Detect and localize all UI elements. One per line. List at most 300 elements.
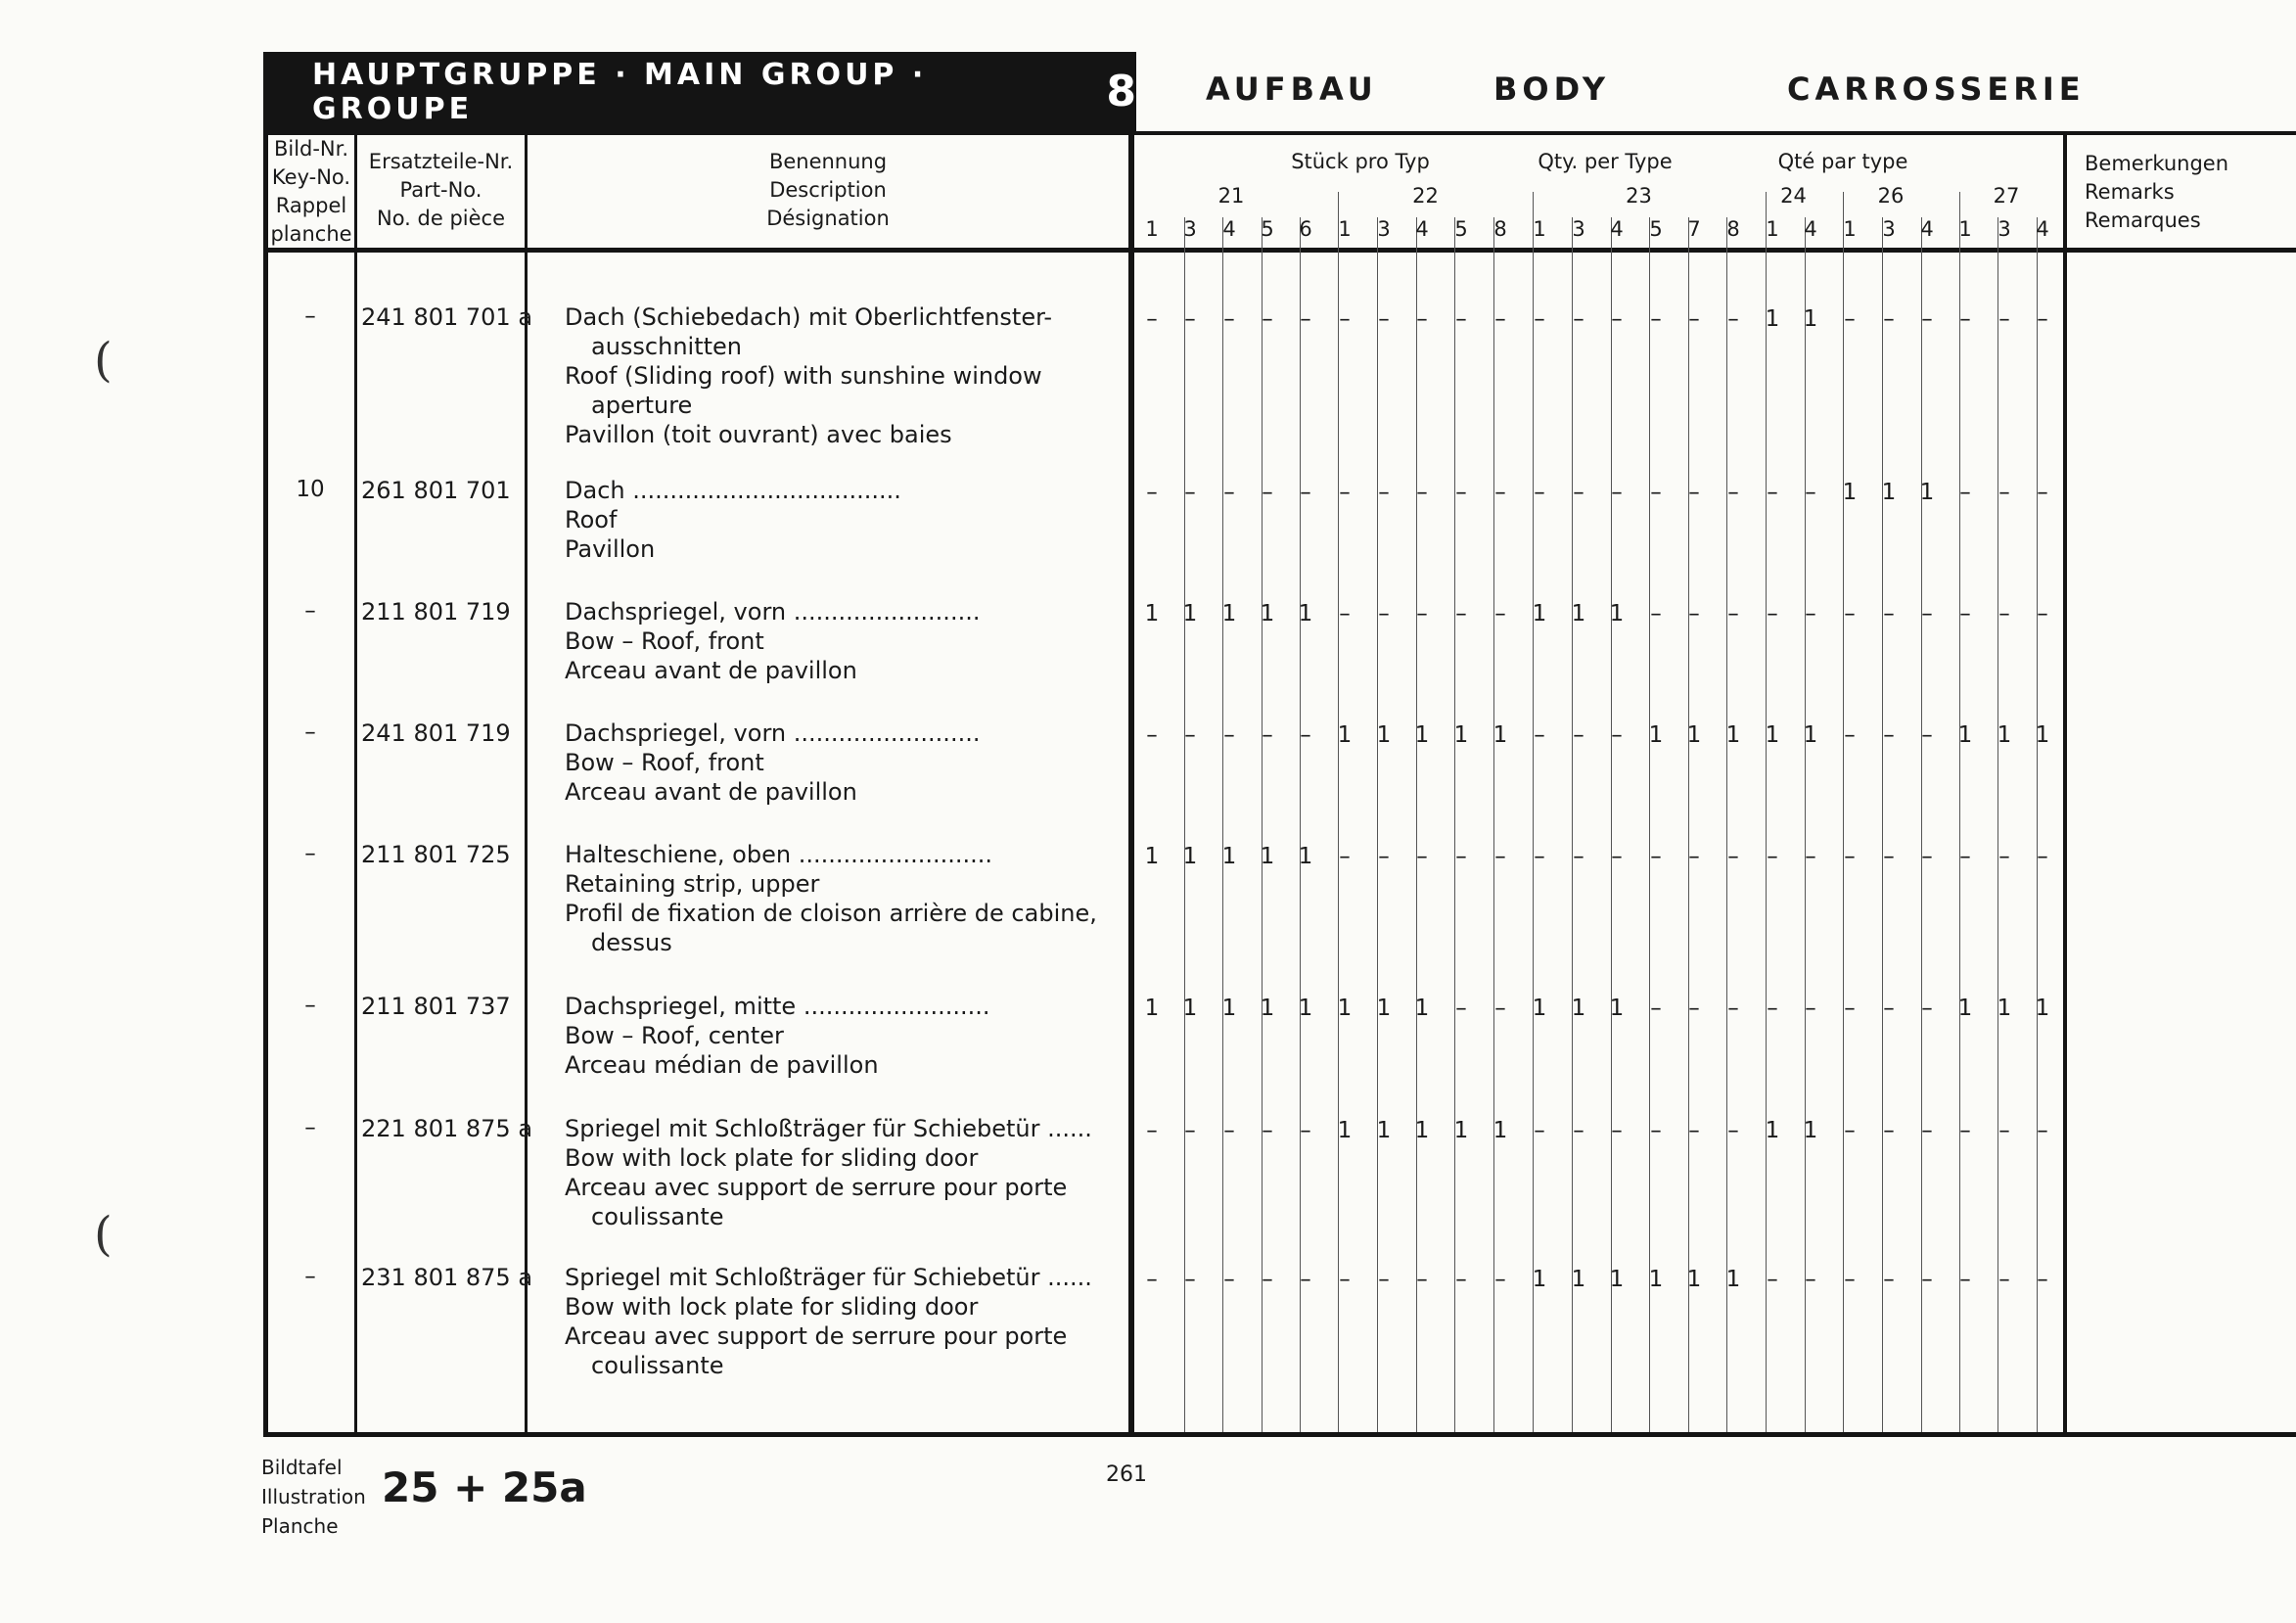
subtype-label: 5 <box>1261 217 1274 241</box>
table-header-rule <box>263 248 2296 253</box>
qty-cell: 1 <box>1182 996 1198 1021</box>
qty-cell: 1 <box>1144 844 1160 869</box>
qty-cell: 1 <box>1144 996 1160 1021</box>
qty-cell: – <box>1146 480 1158 505</box>
qty-cell: 1 <box>1957 722 1973 748</box>
remarks-header: Bemerkungen Remarks Remarques <box>2085 152 2229 232</box>
description-line: Spriegel mit Schloßträger für Schiebetür ...... <box>565 1115 1092 1142</box>
qty-cell: 1 <box>1571 996 1586 1021</box>
qty-cell: – <box>1262 1267 1273 1292</box>
qty-cell: 1 <box>1609 1267 1625 1292</box>
description-line: Dachspriegel, vorn ......................... <box>565 598 981 626</box>
subtype-label: 3 <box>1998 217 2011 241</box>
qty-cell: – <box>1146 722 1158 748</box>
qty-cell: – <box>1727 306 1739 332</box>
qty-cell: – <box>1378 306 1390 332</box>
qty-cell: – <box>1300 1118 1311 1143</box>
qty-cell: – <box>1611 306 1623 332</box>
qty-cell: – <box>1416 601 1428 626</box>
qty-column-divider <box>1688 217 1689 1432</box>
part-description <box>565 992 990 1080</box>
binding-hole-mark-bottom: ( <box>94 1207 113 1262</box>
qty-cell: 1 <box>2035 722 2050 748</box>
part-number: 241 801 719 <box>361 719 511 747</box>
qty-cell: – <box>1767 601 1778 626</box>
qty-cell: 1 <box>1957 996 1973 1021</box>
qty-cell: – <box>1727 844 1739 869</box>
qty-cell: – <box>2037 1118 2048 1143</box>
subtype-label: 3 <box>1377 217 1391 241</box>
qty-cell: 1 <box>1453 1118 1469 1143</box>
qty-cell: 1 <box>1376 1118 1392 1143</box>
qty-cell: – <box>1416 1267 1428 1292</box>
key-number: – <box>304 303 316 329</box>
qty-cell: – <box>1921 996 1933 1021</box>
qty-cell: 1 <box>1492 722 1508 748</box>
qty-cell: – <box>1883 722 1895 748</box>
qty-cell: 1 <box>1881 480 1897 505</box>
qty-cell: – <box>1998 601 2010 626</box>
type-group-label: 24 <box>1780 184 1807 208</box>
qty-cell: – <box>1494 480 1506 505</box>
qty-cell: – <box>1883 1267 1895 1292</box>
qty-cell: – <box>2037 1267 2048 1292</box>
qty-cell: – <box>1959 844 1971 869</box>
qty-cell: – <box>1959 480 1971 505</box>
binding-hole-mark-top: ( <box>94 333 113 388</box>
qty-cell: – <box>1534 844 1545 869</box>
qty-cell: – <box>1727 1118 1739 1143</box>
qty-cell: – <box>1455 480 1467 505</box>
qty-cell: – <box>1378 480 1390 505</box>
qty-cell: 1 <box>1260 996 1275 1021</box>
qty-cell: – <box>1688 996 1700 1021</box>
key-number: – <box>304 598 316 624</box>
qty-cell: 1 <box>1765 722 1780 748</box>
key-number: – <box>304 841 316 866</box>
qty-cell: – <box>1767 480 1778 505</box>
qty-cell: 1 <box>1571 601 1586 626</box>
qty-cell: 1 <box>1648 722 1664 748</box>
description-line: Dachspriegel, vorn ......................... <box>565 719 981 747</box>
qty-cell: – <box>1767 1267 1778 1292</box>
subtype-label: 3 <box>1183 217 1197 241</box>
qty-cell: 1 <box>1144 601 1160 626</box>
description-line: dessus <box>591 929 672 956</box>
qty-cell: – <box>1805 844 1816 869</box>
subtype-label: 4 <box>1920 217 1934 241</box>
subtype-label: 4 <box>1222 217 1236 241</box>
qty-cell: 1 <box>1725 722 1741 748</box>
qty-cell: – <box>1262 722 1273 748</box>
qty-cell: – <box>1883 306 1895 332</box>
qty-header-de: Stück pro Typ <box>1291 150 1430 173</box>
main-group-label: HAUPTGRUPPE · MAIN GROUP · GROUPE <box>312 57 928 126</box>
qty-cell: – <box>1688 601 1700 626</box>
title-de: AUFBAU <box>1206 70 1378 108</box>
qty-cell: – <box>1650 1118 1662 1143</box>
qty-cell: – <box>1998 306 2010 332</box>
qty-cell: – <box>1455 1267 1467 1292</box>
description-line: Pavillon (toit ouvrant) avec baies <box>565 421 952 448</box>
page-number: 261 <box>1106 1462 1147 1487</box>
qty-cell: – <box>1611 722 1623 748</box>
subtype-label: 1 <box>1958 217 1972 241</box>
qty-cell: – <box>1378 601 1390 626</box>
qty-cell: – <box>1378 1267 1390 1292</box>
part-description <box>565 597 980 685</box>
qty-cell: 1 <box>2035 996 2050 1021</box>
qty-column-divider <box>1338 192 1339 1432</box>
qty-cell: – <box>1573 722 1584 748</box>
qty-cell: – <box>1378 844 1390 869</box>
qty-cell: – <box>1339 1267 1351 1292</box>
subtype-label: 5 <box>1454 217 1468 241</box>
qty-cell: 1 <box>1260 601 1275 626</box>
qty-cell: 1 <box>1337 996 1353 1021</box>
qty-cell: – <box>1455 306 1467 332</box>
qty-cell: – <box>1959 601 1971 626</box>
subtype-label: 3 <box>1572 217 1585 241</box>
qty-cell: – <box>2037 306 2048 332</box>
qty-cell: 1 <box>1997 996 2012 1021</box>
key-number: – <box>304 993 316 1018</box>
designation-header: Benennung Description Désignation <box>766 150 890 230</box>
col-divider-remarks <box>2063 131 2067 1437</box>
description-line: Spriegel mit Schloßträger für Schiebetür ...... <box>565 1264 1092 1291</box>
qty-cell: – <box>1262 480 1273 505</box>
key-number: 10 <box>296 477 325 502</box>
description-line: Pavillon <box>565 535 656 563</box>
qty-column-divider <box>1882 217 1883 1432</box>
description-line: Profil de fixation de cloison arrière de cabine, <box>565 900 1097 927</box>
table-top-rule <box>263 131 2296 135</box>
qty-column-divider <box>1766 192 1767 1432</box>
qty-cell: – <box>1921 306 1933 332</box>
qty-column-divider <box>1533 192 1534 1432</box>
qty-cell: – <box>1184 1118 1196 1143</box>
qty-cell: 1 <box>1298 601 1313 626</box>
illustration-label: Bildtafel Illustration Planche <box>261 1456 366 1538</box>
qty-cell: – <box>1805 1267 1816 1292</box>
subtype-label: 1 <box>1766 217 1779 241</box>
qty-cell: – <box>1611 1118 1623 1143</box>
qty-column-divider <box>2037 217 2038 1432</box>
description-line: Bow – Roof, front <box>565 749 764 776</box>
part-description <box>565 476 901 564</box>
subtype-label: 4 <box>1804 217 1817 241</box>
part-description <box>565 302 1052 449</box>
qty-cell: – <box>1844 722 1856 748</box>
qty-cell: – <box>1455 844 1467 869</box>
qty-cell: – <box>1844 1118 1856 1143</box>
qty-column-divider <box>1454 217 1455 1432</box>
qty-cell: – <box>1998 480 2010 505</box>
qty-cell: – <box>1494 306 1506 332</box>
qty-cell: – <box>1223 1267 1235 1292</box>
qty-cell: – <box>1883 996 1895 1021</box>
qty-cell: – <box>1844 1267 1856 1292</box>
qty-cell: 1 <box>1686 1267 1702 1292</box>
qty-cell: – <box>1184 480 1196 505</box>
title-fr: CARROSSERIE <box>1787 70 2086 108</box>
type-group-label: 21 <box>1217 184 1245 208</box>
qty-cell: 1 <box>1298 996 1313 1021</box>
description-line: Arceau avant de pavillon <box>565 778 857 806</box>
qty-cell: 1 <box>1376 722 1392 748</box>
qty-cell: – <box>1921 844 1933 869</box>
qty-cell: – <box>1650 480 1662 505</box>
qty-cell: 1 <box>1414 996 1430 1021</box>
description-line: Arceau médian de pavillon <box>565 1051 879 1079</box>
part-number: 241 801 701 a <box>361 303 533 331</box>
part-no-header: Ersatzteile-Nr. Part-No. No. de pièce <box>368 150 514 230</box>
qty-cell: – <box>2037 480 2048 505</box>
qty-cell: – <box>1921 1118 1933 1143</box>
qty-cell: – <box>1184 722 1196 748</box>
qty-column-divider <box>1611 217 1612 1432</box>
qty-cell: 1 <box>1765 306 1780 332</box>
qty-cell: – <box>1416 844 1428 869</box>
qty-cell: – <box>1146 1118 1158 1143</box>
qty-cell: – <box>1184 1267 1196 1292</box>
qty-cell: 1 <box>1532 996 1547 1021</box>
qty-cell: 1 <box>1337 722 1353 748</box>
subtype-label: 6 <box>1299 217 1312 241</box>
description-line: Roof <box>565 506 618 533</box>
qty-cell: – <box>1844 306 1856 332</box>
qty-cell: 1 <box>1803 722 1818 748</box>
qty-cell: 1 <box>1260 844 1275 869</box>
qty-cell: – <box>1573 480 1584 505</box>
illustration-number: 25 + 25a <box>382 1463 587 1511</box>
qty-cell: – <box>2037 601 2048 626</box>
qty-cell: – <box>1146 306 1158 332</box>
qty-cell: – <box>1494 844 1506 869</box>
description-line: Dach .................................... <box>565 477 901 504</box>
qty-column-divider <box>1493 217 1494 1432</box>
qty-cell: – <box>1844 601 1856 626</box>
part-number: 231 801 875 a <box>361 1264 533 1291</box>
qty-cell: – <box>1223 480 1235 505</box>
qty-cell: 1 <box>1221 996 1237 1021</box>
part-number: 211 801 737 <box>361 993 511 1020</box>
description-line: coulissante <box>591 1352 724 1379</box>
qty-cell: 1 <box>1532 601 1547 626</box>
qty-cell: – <box>1300 722 1311 748</box>
qty-cell: – <box>1300 480 1311 505</box>
table-bottom-rule <box>263 1432 2296 1437</box>
part-description <box>565 840 1097 957</box>
qty-cell: 1 <box>1298 844 1313 869</box>
qty-cell: 1 <box>1842 480 1858 505</box>
part-description <box>565 719 980 807</box>
subtype-label: 3 <box>1882 217 1896 241</box>
qty-column-divider <box>1843 192 1844 1432</box>
qty-cell: – <box>1494 601 1506 626</box>
subtype-label: 8 <box>1493 217 1507 241</box>
subtype-label: 4 <box>2036 217 2049 241</box>
qty-cell: 1 <box>1725 1267 1741 1292</box>
qty-cell: – <box>1844 844 1856 869</box>
type-group-label: 26 <box>1877 184 1905 208</box>
subtype-label: 4 <box>1610 217 1624 241</box>
qty-cell: 1 <box>1221 844 1237 869</box>
qty-cell: – <box>1998 1118 2010 1143</box>
subtype-label: 8 <box>1726 217 1740 241</box>
qty-header-fr: Qté par type <box>1777 150 1908 173</box>
qty-cell: – <box>1534 722 1545 748</box>
description-line: Bow – Roof, center <box>565 1022 784 1049</box>
qty-cell: 1 <box>1919 480 1935 505</box>
qty-cell: – <box>1534 480 1545 505</box>
qty-cell: 1 <box>1765 1118 1780 1143</box>
qty-cell: – <box>1767 996 1778 1021</box>
qty-cell: – <box>1455 601 1467 626</box>
qty-cell: – <box>1959 1118 1971 1143</box>
description-line: aperture <box>591 392 693 419</box>
qty-column-divider <box>1377 217 1378 1432</box>
part-number: 211 801 725 <box>361 841 511 868</box>
qty-cell: – <box>1339 601 1351 626</box>
qty-cell: – <box>1300 306 1311 332</box>
qty-column-divider <box>1222 217 1223 1432</box>
qty-column-divider <box>1262 217 1263 1432</box>
qty-cell: – <box>1339 306 1351 332</box>
description-line: Arceau avant de pavillon <box>565 657 857 684</box>
qty-cell: 1 <box>1414 722 1430 748</box>
key-no-header: Bild-Nr. Key-No. Rappel planche <box>270 137 352 246</box>
subtype-label: 5 <box>1649 217 1663 241</box>
description-line: Arceau avec support de serrure pour porte <box>565 1322 1068 1350</box>
qty-cell: 1 <box>1182 844 1198 869</box>
qty-cell: – <box>1494 1267 1506 1292</box>
qty-cell: – <box>1494 996 1506 1021</box>
qty-cell: – <box>1883 1118 1895 1143</box>
qty-column-divider <box>1649 217 1650 1432</box>
qty-cell: – <box>1727 996 1739 1021</box>
qty-cell: 1 <box>1337 1118 1353 1143</box>
qty-cell: – <box>1611 480 1623 505</box>
qty-cell: – <box>1805 480 1816 505</box>
col-divider-desc <box>1128 131 1134 1437</box>
qty-cell: – <box>1921 722 1933 748</box>
qty-cell: – <box>1650 844 1662 869</box>
qty-cell: – <box>1184 306 1196 332</box>
subtype-label: 1 <box>1843 217 1857 241</box>
qty-cell: – <box>1688 306 1700 332</box>
qty-cell: – <box>1688 480 1700 505</box>
qty-cell: – <box>2037 844 2048 869</box>
qty-cell: – <box>1650 306 1662 332</box>
type-group-label: 22 <box>1412 184 1439 208</box>
qty-cell: 1 <box>1609 601 1625 626</box>
qty-cell: – <box>1883 601 1895 626</box>
qty-cell: 1 <box>1803 1118 1818 1143</box>
qty-cell: – <box>1573 306 1584 332</box>
qty-cell: – <box>1959 1267 1971 1292</box>
qty-cell: – <box>1998 844 2010 869</box>
subtype-label: 4 <box>1415 217 1429 241</box>
title-en: BODY <box>1493 70 1610 108</box>
qty-cell: – <box>1573 844 1584 869</box>
qty-cell: – <box>1844 996 1856 1021</box>
qty-cell: – <box>1416 480 1428 505</box>
qty-cell: – <box>1455 996 1467 1021</box>
qty-cell: – <box>1921 1267 1933 1292</box>
qty-cell: 1 <box>1997 722 2012 748</box>
qty-column-divider <box>1416 217 1417 1432</box>
qty-cell: – <box>1688 1118 1700 1143</box>
main-group-banner <box>263 52 1136 131</box>
description-line: Halteschiene, oben .......................... <box>565 841 993 868</box>
qty-cell: – <box>1262 1118 1273 1143</box>
qty-cell: – <box>1339 480 1351 505</box>
qty-cell: 1 <box>1182 601 1198 626</box>
qty-cell: 1 <box>1609 996 1625 1021</box>
part-number: 211 801 719 <box>361 598 511 626</box>
part-number: 221 801 875 a <box>361 1115 533 1142</box>
qty-column-divider <box>1300 217 1301 1432</box>
qty-cell: 1 <box>1414 1118 1430 1143</box>
qty-cell: – <box>1611 844 1623 869</box>
qty-column-divider <box>1805 217 1806 1432</box>
qty-column-divider <box>1921 217 1922 1432</box>
qty-cell: – <box>1959 306 1971 332</box>
qty-cell: – <box>1416 306 1428 332</box>
qty-cell: – <box>1727 480 1739 505</box>
qty-cell: 1 <box>1453 722 1469 748</box>
description-line: Dach (Schiebedach) mit Oberlichtfenster- <box>565 303 1053 331</box>
qty-cell: 1 <box>1686 722 1702 748</box>
qty-cell: – <box>1339 844 1351 869</box>
qty-cell: – <box>1262 306 1273 332</box>
qty-cell: – <box>1534 1118 1545 1143</box>
qty-cell: 1 <box>1803 306 1818 332</box>
qty-cell: 1 <box>1648 1267 1664 1292</box>
qty-cell: – <box>1146 1267 1158 1292</box>
qty-cell: – <box>1767 844 1778 869</box>
qty-cell: 1 <box>1571 1267 1586 1292</box>
subtype-label: 1 <box>1145 217 1159 241</box>
qty-cell: – <box>1223 1118 1235 1143</box>
subtype-label: 1 <box>1533 217 1546 241</box>
qty-header-en: Qty. per Type <box>1538 150 1673 173</box>
qty-cell: 1 <box>1532 1267 1547 1292</box>
description-line: Bow with lock plate for sliding door <box>565 1293 979 1321</box>
key-number: – <box>304 1115 316 1140</box>
qty-cell: – <box>1921 601 1933 626</box>
part-description <box>565 1263 1092 1380</box>
description-line: ausschnitten <box>591 333 743 360</box>
type-group-label: 23 <box>1626 184 1652 208</box>
qty-cell: – <box>1573 1118 1584 1143</box>
description-line: Roof (Sliding roof) with sunshine window <box>565 362 1042 390</box>
key-number: – <box>304 719 316 745</box>
subtype-label: 1 <box>1338 217 1352 241</box>
description-line: Dachspriegel, mitte ......................... <box>565 993 990 1020</box>
description-line: Bow with lock plate for sliding door <box>565 1144 979 1172</box>
qty-cell: – <box>1650 996 1662 1021</box>
qty-cell: – <box>1650 601 1662 626</box>
qty-cell: – <box>1300 1267 1311 1292</box>
key-number: – <box>304 1264 316 1289</box>
description-line: Bow – Roof, front <box>565 627 764 655</box>
description-line: Retaining strip, upper <box>565 870 820 898</box>
qty-column-divider <box>1184 217 1185 1432</box>
qty-cell: – <box>1805 996 1816 1021</box>
type-group-label: 27 <box>1993 184 2020 208</box>
